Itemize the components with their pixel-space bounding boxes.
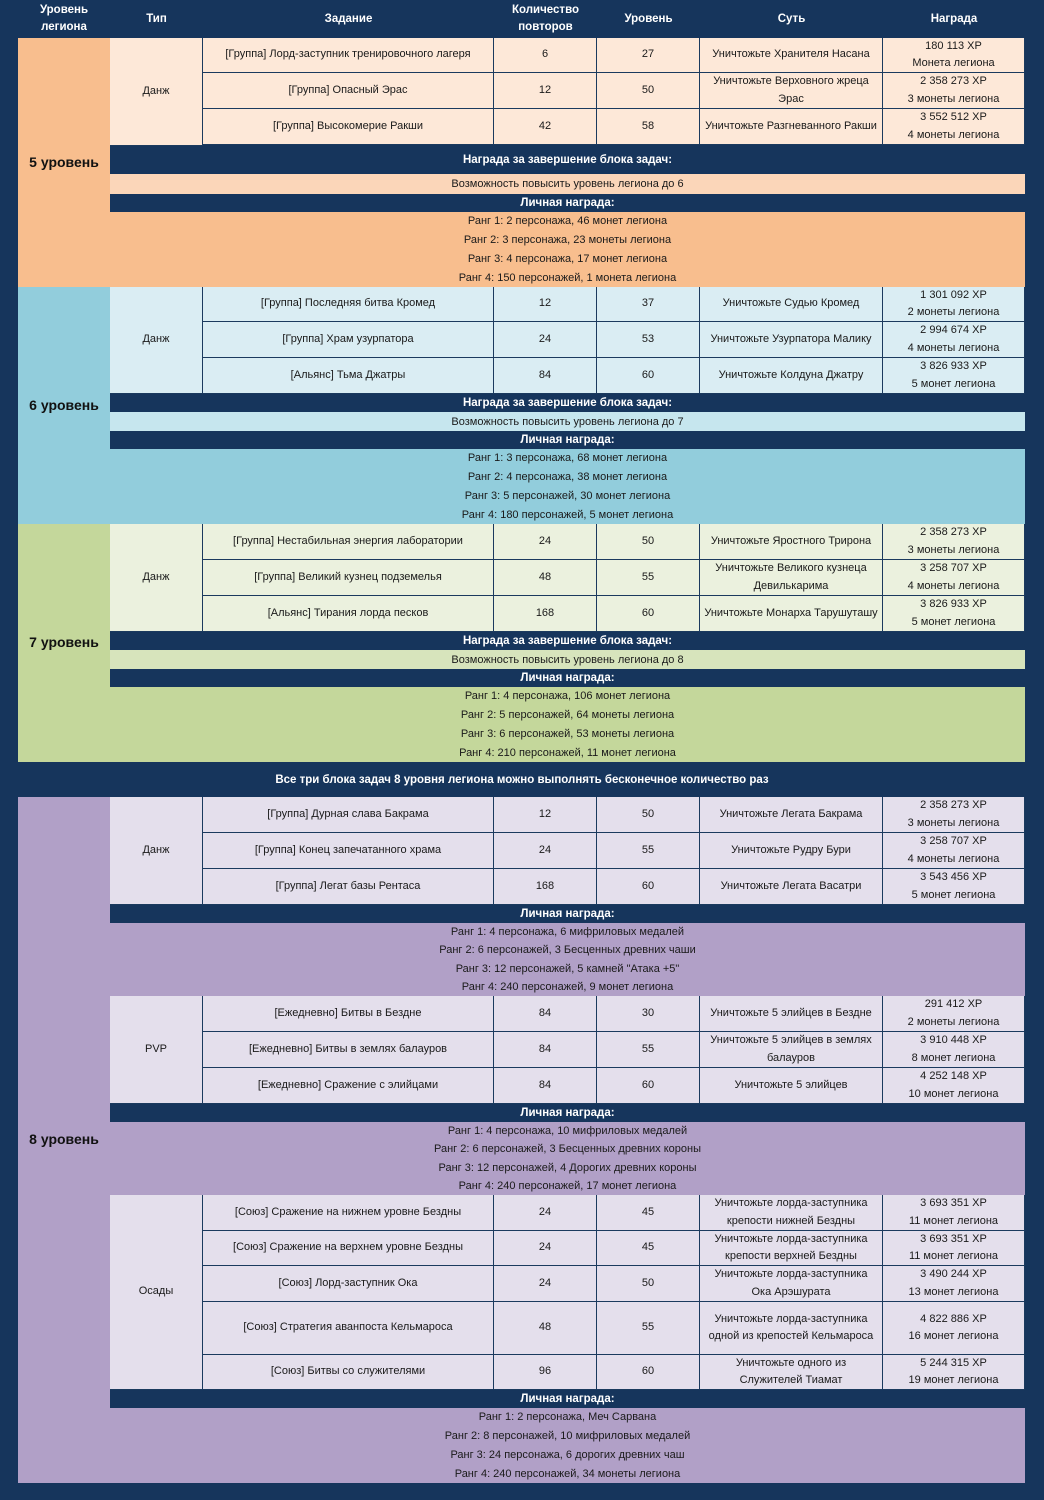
section-7-type: Данж [110,524,203,632]
section-6-row-reward [883,287,1025,322]
section-8-group-3-row-reward [883,1266,1025,1302]
section-5-row-essence: Уничтожьте Верховного жреца Эрас [700,73,883,109]
section-8-group-2-row-repeats: 84 [494,996,597,1032]
reward-coins: 2 монеты легиона [907,306,1000,318]
section-8-group-2-row-reward [883,1068,1025,1104]
section-5-row-repeats: 12 [494,73,597,109]
reward-xp: 3 693 351 XP [920,1232,987,1245]
section-8-group-3-type: Осады [110,1195,203,1390]
header-2: Задание [324,12,373,25]
section-8-group-2-row-repeats: 84 [494,1068,597,1104]
section-5-row-essence: Уничтожьте Разгневанного Ракши [700,109,883,145]
rank-reward-line: Ранг 1: 2 персонажа, 46 монет легиона [467,215,668,228]
section-5-row-repeats: 6 [494,38,597,73]
section-8-group-3-row-lvl: 50 [597,1266,700,1302]
reward-coins: 5 монет легиона [911,615,996,628]
section-8-group-2-row-task: [Ежедневно] Сражение с элийцами [203,1068,494,1104]
section-8-group-2-row-lvl: 30 [597,996,700,1032]
section-8-group-2-row-task: [Ежедневно] Битвы в землях балауров [203,1032,494,1068]
section-8-group-3-row-essence: Уничтожьте лорда-заступника Ока Арэшурата [700,1266,883,1302]
section-8-level-label: 8 уровень [18,797,110,1483]
section-7-block-title: Награда за завершение блока задач: [110,632,1025,650]
section-6-personal-rewards [110,449,1025,524]
section-5-type: Данж [110,38,203,146]
reward-xp: 2 358 273 XP [920,799,987,811]
reward-xp: 1 301 092 XP [920,288,987,301]
reward-xp: 3 693 351 XP [920,1197,987,1209]
section-6-row-lvl: 53 [597,322,700,358]
section-5-row-reward [883,38,1025,73]
section-8-group-3-row-lvl: 45 [597,1231,700,1266]
section-7-row-repeats: 48 [494,560,597,596]
section-7-row-essence: Уничтожьте Яростного Трирона [700,524,883,560]
reward-xp: 2 358 273 XP [920,75,987,87]
reward-coins: 2 монеты легиона [907,1015,1000,1028]
section-7-personal-title: Личная награда: [110,669,1025,687]
section-8-group-1-row-reward [883,869,1025,905]
section-8-group-1-type: Данж [110,797,203,905]
section-8-group-1-row-repeats: 24 [494,833,597,869]
section-8-group-3-row-task: [Союз] Битвы со служителями [203,1355,494,1390]
reward-coins: 10 монет легиона [908,1087,999,1100]
section-8-group-3-row-repeats: 24 [494,1231,597,1266]
section-8-group-2-row-task: [Ежедневно] Битвы в Бездне [203,996,494,1032]
reward-coins: 3 монеты легиона [907,816,1000,829]
section-7-row-lvl: 55 [597,560,700,596]
rank-reward-line: Ранг 4: 210 персонажей, 11 монет легиона [459,746,676,759]
section-7-row-essence: Уничтожьте Великого кузнеца Девилькарима [700,560,883,596]
section-8-group-1-row-essence: Уничтожьте Легата Васатри [700,869,883,905]
reward-coins: 8 монет легиона [911,1051,996,1064]
reward-coins: 4 монеты легиона [907,341,1000,354]
section-8-group-1-row-lvl: 60 [597,869,700,905]
section-5-row-lvl: 27 [597,38,700,73]
reward-xp: 3 552 512 XP [920,111,987,123]
section-8-group-3-personal-title: Личная награда: [110,1390,1025,1408]
section-5-row-lvl: 50 [597,73,700,109]
rank-reward-line: Ранг 2: 4 персонажа, 38 монет легиона [467,471,668,484]
infinite-note: Все три блока задач 8 уровня легиона можно выполнять бесконечное количество раз [275,774,769,786]
section-8-group-1-row-essence: Уничтожьте Рудру Бури [700,833,883,869]
section-8-group-3-row-essence: Уничтожьте лорда-заступника одной из крепостей Кельмароса [700,1302,883,1355]
section-6-row-lvl: 37 [597,287,700,322]
reward-coins: Монета легиона [912,57,995,69]
reward-coins: 4 монеты легиона [907,579,1000,592]
section-8-group-2-row-lvl: 60 [597,1068,700,1104]
rank-reward-line: Ранг 1: 4 персонажа, 106 монет легиона [464,690,671,703]
section-7-row-essence: Уничтожьте Монарха Тарушуташу [700,596,883,632]
reward-coins: 5 монет легиона [911,377,996,390]
section-6-row-task: [Группа] Последняя битва Кромед [203,287,494,322]
rank-reward-line: Ранг 3: 4 персонажа, 17 монет легиона [467,252,668,265]
reward-xp: 3 258 707 XP [920,835,987,847]
section-8-group-3-row-essence: Уничтожьте лорда-заступника крепости верхней Бездны [700,1231,883,1266]
rank-reward-line: Ранг 3: 24 персонажа, 6 дорогих древних чаш [450,1448,685,1461]
reward-xp: 180 113 XP [925,39,982,52]
reward-coins: 19 монет легиона [908,1374,999,1386]
section-5-block-title: Награда за завершение блока задач: [110,146,1025,174]
section-7-personal-rewards [110,687,1025,762]
section-5-row-lvl: 58 [597,109,700,145]
rank-reward-line: Ранг 2: 3 персонажа, 23 монеты легиона [463,234,672,247]
section-6-block-text: Возможность повысить уровень легиона до 7 [110,412,1025,431]
section-5-row-repeats: 42 [494,109,597,145]
section-7-row-task: [Группа] Великий кузнец подземелья [203,560,494,596]
reward-coins: 3 монеты легиона [907,543,1000,556]
section-6-block-title: Награда за завершение блока задач: [110,394,1025,412]
section-8-group-2-personal-rewards [110,1122,1025,1195]
reward-xp: 3 543 456 XP [920,871,987,883]
reward-coins: 13 монет легиона [908,1285,999,1298]
section-8-group-1-row-task: [Группа] Легат базы Рентаса [203,869,494,905]
rank-reward-line: Ранг 2: 5 персонажей, 64 монеты легиона [460,709,675,722]
header-4: Уровень [624,12,673,25]
section-8-group-2-row-reward [883,996,1025,1032]
section-8-group-3-row-reward [883,1302,1025,1355]
section-6-row-task: [Альянс] Тьма Джатры [203,358,494,394]
section-7-row-reward [883,596,1025,632]
section-8-group-1-row-task: [Группа] Дурная слава Бакрама [203,797,494,833]
section-7-row-lvl: 50 [597,524,700,560]
reward-xp: 3 490 244 XP [920,1268,987,1280]
rank-reward-line: Ранг 3: 5 персонажей, 30 монет легиона [464,489,671,502]
section-6-row-task: [Группа] Храм узурпатора [203,322,494,358]
reward-xp: 4 822 886 XP [920,1312,987,1325]
rank-reward-line: Ранг 3: 12 персонажей, 4 Дорогих древних короны [438,1161,697,1174]
reward-xp: 3 258 707 XP [920,562,987,574]
section-8-group-2-type: PVP [110,996,203,1104]
section-8-group-3-row-lvl: 55 [597,1302,700,1355]
section-7-block-text: Возможность повысить уровень легиона до 8 [110,650,1025,669]
section-8-group-3-row-essence: Уничтожьте одного из Служителей Тиамат [700,1355,883,1390]
rank-reward-line: Ранг 3: 6 персонажей, 53 монеты легиона [460,727,675,740]
rank-reward-line: Ранг 4: 150 персонажей, 1 монета легиона [458,271,677,284]
rank-reward-line: Ранг 1: 2 персонажа, Меч Сарвана [478,1411,657,1424]
section-5-block-text: Возможность повысить уровень легиона до 6 [110,174,1025,194]
reward-xp: 5 244 315 XP [920,1356,987,1369]
section-5-row-reward [883,109,1025,145]
section-6-row-repeats: 24 [494,322,597,358]
section-7-row-repeats: 24 [494,524,597,560]
section-7-row-task: [Группа] Нестабильная энергия лаборатории [203,524,494,560]
section-8-group-3-row-repeats: 96 [494,1355,597,1390]
section-6-row-repeats: 84 [494,358,597,394]
section-8-group-3-row-lvl: 45 [597,1195,700,1231]
section-8-group-3-row-essence: Уничтожьте лорда-заступника крепости нижней Бездны [700,1195,883,1231]
rank-reward-line: Ранг 4: 240 персонажей, 17 монет легиона [458,1179,677,1192]
section-5-row-essence: Уничтожьте Хранителя Насана [700,38,883,73]
reward-coins: 11 монет легиона [908,1250,999,1262]
reward-coins: 5 монет легиона [911,888,996,901]
section-6-row-repeats: 12 [494,287,597,322]
section-6-row-essence: Уничтожьте Колдуна Джатру [700,358,883,394]
section-8-group-3-row-repeats: 48 [494,1302,597,1355]
section-7-row-task: [Альянс] Тирания лорда песков [203,596,494,632]
section-8-group-1-row-repeats: 12 [494,797,597,833]
section-8-group-1-row-reward [883,797,1025,833]
section-8-group-1-personal-title: Личная награда: [110,905,1025,923]
section-6-type: Данж [110,287,203,394]
reward-coins: 4 монеты легиона [907,128,1000,141]
section-8-group-3-row-repeats: 24 [494,1195,597,1231]
rank-reward-line: Ранг 2: 6 персонажей, 3 Бесценных древних чаши [439,944,696,957]
section-8-group-3-row-reward [883,1195,1025,1231]
section-8-group-1-row-reward [883,833,1025,869]
reward-coins: 11 монет легиона [908,1214,999,1227]
section-6-level-label: 6 уровень [18,287,110,524]
reward-xp: 291 412 XP [924,998,983,1010]
section-8-group-3-row-reward [883,1355,1025,1390]
section-8-group-3-row-repeats: 24 [494,1266,597,1302]
section-6-personal-title: Личная награда: [110,431,1025,449]
section-8-group-1-row-lvl: 55 [597,833,700,869]
reward-coins: 3 монеты легиона [907,92,1000,105]
section-8-group-1-row-repeats: 168 [494,869,597,905]
rank-reward-line: Ранг 3: 12 персонажей, 5 камней "Атака +5" [455,962,680,975]
section-8-group-2-personal-title: Личная награда: [110,1104,1025,1122]
section-8-group-3-row-task: [Союз] Сражение на верхнем уровне Бездны [203,1231,494,1266]
section-7-row-reward [883,524,1025,560]
reward-coins: 4 монеты легиона [907,852,1000,865]
reward-xp: 3 826 933 XP [920,360,987,372]
section-8-group-3-row-task: [Союз] Стратегия аванпоста Кельмароса [203,1302,494,1355]
section-7-row-lvl: 60 [597,596,700,632]
section-6-row-lvl: 60 [597,358,700,394]
section-6-row-essence: Уничтожьте Узурпатора Малику [700,322,883,358]
section-7-row-repeats: 168 [494,596,597,632]
section-8-group-3-personal-rewards [110,1408,1025,1483]
header-0: Уровень легиона [39,4,89,33]
section-8-group-2-row-lvl: 55 [597,1032,700,1068]
section-5-row-task: [Группа] Высокомерие Ракши [203,109,494,145]
section-6-row-essence: Уничтожьте Судью Кромед [700,287,883,322]
section-8-group-1-row-task: [Группа] Конец запечатанного храма [203,833,494,869]
rank-reward-line: Ранг 1: 3 персонажа, 68 монет легиона [467,452,668,465]
rank-reward-line: Ранг 1: 4 персонажа, 6 мифриловых медалей [450,926,685,939]
section-5-personal-title: Личная награда: [110,194,1025,212]
section-5-row-task: [Группа] Опасный Эрас [203,73,494,109]
rank-reward-line: Ранг 4: 240 персонажей, 34 монеты легиона [454,1467,681,1480]
reward-xp: 2 358 273 XP [920,526,987,538]
section-5-personal-rewards [110,212,1025,287]
section-6-row-reward [883,358,1025,394]
rank-reward-line: Ранг 2: 6 персонажей, 3 Бесценных древних короны [434,1143,701,1156]
section-8-group-2-row-essence: Уничтожьте 5 элийцев в Бездне [700,996,883,1032]
section-8-group-2-row-essence: Уничтожьте 5 элийцев в землях балауров [700,1032,883,1068]
header-3: Количество повторов [511,4,580,33]
section-6-row-reward [883,322,1025,358]
header-6: Награда [930,12,978,25]
section-8-group-1-row-lvl: 50 [597,797,700,833]
header-1: Тип [146,12,167,25]
rank-reward-line: Ранг 4: 240 персонажей, 9 монет легиона [461,980,674,993]
section-8-group-2-row-reward [883,1032,1025,1068]
section-8-group-1-personal-rewards [110,923,1025,996]
reward-xp: 3 910 448 XP [920,1034,987,1046]
section-7-row-reward [883,560,1025,596]
section-8-group-3-row-lvl: 60 [597,1355,700,1390]
reward-coins: 16 монет легиона [908,1330,999,1342]
section-8-group-2-row-essence: Уничтожьте 5 элийцев [700,1068,883,1104]
section-8-group-2-row-repeats: 84 [494,1032,597,1068]
section-5-row-task: [Группа] Лорд-заступник тренировочного лагеря [203,38,494,73]
section-8-group-3-row-task: [Союз] Сражение на нижнем уровне Бездны [203,1195,494,1231]
section-5-row-reward [883,73,1025,109]
header-5: Суть [777,12,806,25]
reward-xp: 3 826 933 XP [920,598,987,610]
section-8-group-1-row-essence: Уничтожьте Легата Бакрама [700,797,883,833]
section-7-level-label: 7 уровень [18,524,110,762]
reward-xp: 2 994 674 XP [920,324,987,336]
section-5-level-label: 5 уровень [18,38,110,287]
section-8-group-3-row-task: [Союз] Лорд-заступник Ока [203,1266,494,1302]
reward-xp: 4 252 148 XP [920,1070,987,1082]
rank-reward-line: Ранг 4: 180 персонажей, 5 монет легиона [461,508,674,521]
rank-reward-line: Ранг 2: 8 персонажей, 10 мифриловых медалей [444,1430,691,1443]
section-8-group-3-row-reward [883,1231,1025,1266]
rank-reward-line: Ранг 1: 4 персонажа, 10 мифриловых медалей [447,1125,688,1138]
